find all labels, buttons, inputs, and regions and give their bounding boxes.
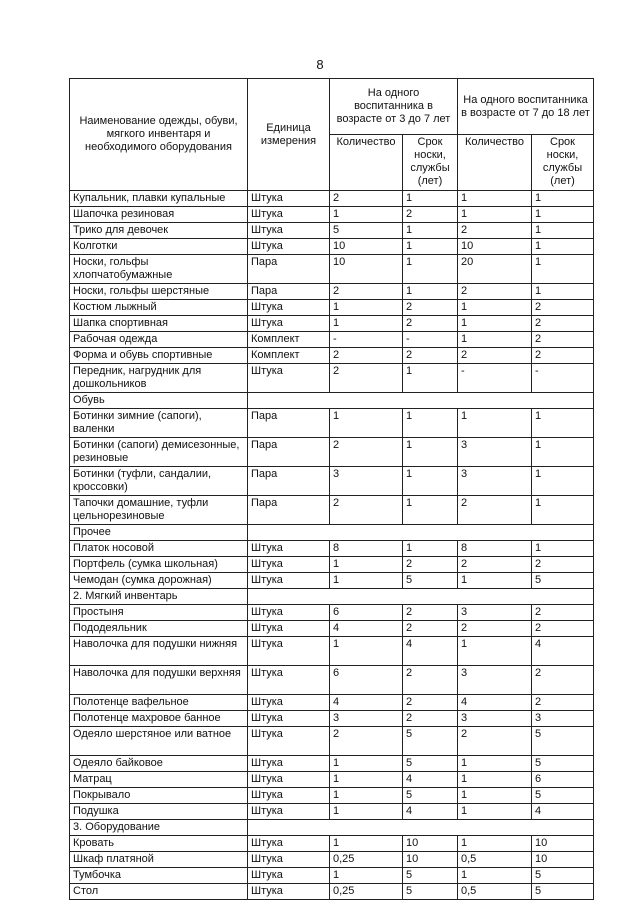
table-row — [70, 868, 594, 884]
item-name-cell: Одеяло шерстяное или ватное — [70, 727, 248, 756]
term-3-7-cell: 5 — [403, 868, 458, 884]
section-empty-cell — [248, 525, 594, 541]
unit-cell: Штука — [248, 621, 330, 637]
quantity-3-7-cell: 1 — [330, 788, 403, 804]
table-row — [70, 605, 594, 621]
quantity-3-7-cell: 1 — [330, 557, 403, 573]
unit-cell: Штука — [248, 605, 330, 621]
header-age-3-7: На одного воспитанника в возрасте от 3 до 7 лет — [330, 79, 458, 135]
quantity-3-7-cell: 1 — [330, 316, 403, 332]
item-name-cell: Костюм лыжный — [70, 300, 248, 316]
item-name-cell: Тумбочка — [70, 868, 248, 884]
section-empty-cell — [248, 589, 594, 605]
term-3-7-cell: 5 — [403, 727, 458, 756]
table-row — [70, 191, 594, 207]
term-7-18-cell: 2 — [532, 605, 594, 621]
term-3-7-cell: 5 — [403, 884, 458, 900]
header-term-1: Срок носки, службы (лет) — [403, 135, 458, 191]
term-7-18-cell: 1 — [532, 223, 594, 239]
quantity-3-7-cell: 3 — [330, 711, 403, 727]
quantity-3-7-cell: 2 — [330, 284, 403, 300]
quantity-7-18-cell: 1 — [458, 788, 532, 804]
quantity-7-18-cell: 1 — [458, 316, 532, 332]
quantity-7-18-cell: 2 — [458, 557, 532, 573]
term-3-7-cell: 1 — [403, 255, 458, 284]
quantity-3-7-cell: 1 — [330, 637, 403, 666]
unit-cell: Штука — [248, 300, 330, 316]
term-3-7-cell: 5 — [403, 756, 458, 772]
unit-cell: Комплект — [248, 332, 330, 348]
item-name-cell: Ботинки (сапоги) демисезонные, резиновые — [70, 438, 248, 467]
section-row — [70, 393, 594, 409]
table-row — [70, 772, 594, 788]
term-3-7-cell: 2 — [403, 207, 458, 223]
item-name-cell: Тапочки домашние, туфли цельнорезиновые — [70, 496, 248, 525]
unit-cell: Штука — [248, 711, 330, 727]
term-3-7-cell: 2 — [403, 348, 458, 364]
item-name-cell: Ботинки (туфли, сандалии, кроссовки) — [70, 467, 248, 496]
term-7-18-cell: 1 — [532, 409, 594, 438]
unit-cell: Пара — [248, 284, 330, 300]
section-title: Обувь — [70, 393, 248, 409]
table-row — [70, 300, 594, 316]
item-name-cell: Платок носовой — [70, 541, 248, 557]
quantity-7-18-cell: 3 — [458, 711, 532, 727]
clothing-norms-table — [69, 78, 594, 900]
quantity-3-7-cell: 1 — [330, 772, 403, 788]
table-row — [70, 332, 594, 348]
quantity-3-7-cell: 4 — [330, 695, 403, 711]
quantity-3-7-cell: 6 — [330, 605, 403, 621]
item-name-cell: Ботинки зимние (сапоги), валенки — [70, 409, 248, 438]
item-name-cell: Рабочая одежда — [70, 332, 248, 348]
term-3-7-cell: 2 — [403, 605, 458, 621]
term-7-18-cell: 1 — [532, 207, 594, 223]
item-name-cell: Шапочка резиновая — [70, 207, 248, 223]
section-title: 2. Мягкий инвентарь — [70, 589, 248, 605]
quantity-7-18-cell: 1 — [458, 191, 532, 207]
item-name-cell: Покрывало — [70, 788, 248, 804]
item-name-cell: Форма и обувь спортивные — [70, 348, 248, 364]
unit-cell: Штука — [248, 557, 330, 573]
table-row — [70, 804, 594, 820]
unit-cell: Штука — [248, 772, 330, 788]
table-body — [70, 191, 594, 900]
unit-cell: Штука — [248, 239, 330, 255]
unit-cell: Штука — [248, 695, 330, 711]
term-7-18-cell: 2 — [532, 316, 594, 332]
quantity-3-7-cell: 1 — [330, 836, 403, 852]
quantity-3-7-cell: 4 — [330, 621, 403, 637]
unit-cell: Штука — [248, 666, 330, 695]
section-title: Прочее — [70, 525, 248, 541]
term-3-7-cell: - — [403, 332, 458, 348]
quantity-3-7-cell: 2 — [330, 496, 403, 525]
item-name-cell: Наволочка для подушки верхняя — [70, 666, 248, 695]
header-quantity-1: Количество — [330, 135, 403, 191]
quantity-7-18-cell: 3 — [458, 438, 532, 467]
quantity-7-18-cell: 4 — [458, 695, 532, 711]
item-name-cell: Носки, гольфы хлопчатобумажные — [70, 255, 248, 284]
quantity-7-18-cell: 1 — [458, 772, 532, 788]
quantity-7-18-cell: 1 — [458, 300, 532, 316]
term-7-18-cell: 1 — [532, 255, 594, 284]
unit-cell: Штука — [248, 223, 330, 239]
item-name-cell: Купальник, плавки купальные — [70, 191, 248, 207]
unit-cell: Штука — [248, 541, 330, 557]
table-row — [70, 223, 594, 239]
term-7-18-cell: 5 — [532, 884, 594, 900]
term-7-18-cell: 4 — [532, 637, 594, 666]
quantity-3-7-cell: 1 — [330, 756, 403, 772]
table-row — [70, 756, 594, 772]
table-row — [70, 316, 594, 332]
quantity-3-7-cell: 1 — [330, 804, 403, 820]
quantity-3-7-cell: 10 — [330, 255, 403, 284]
term-7-18-cell: 5 — [532, 727, 594, 756]
term-3-7-cell: 2 — [403, 695, 458, 711]
term-3-7-cell: 1 — [403, 223, 458, 239]
quantity-7-18-cell: 2 — [458, 284, 532, 300]
quantity-7-18-cell: 1 — [458, 207, 532, 223]
item-name-cell: Носки, гольфы шерстяные — [70, 284, 248, 300]
quantity-7-18-cell: 3 — [458, 666, 532, 695]
quantity-7-18-cell: 8 — [458, 541, 532, 557]
quantity-3-7-cell: 8 — [330, 541, 403, 557]
quantity-3-7-cell: 1 — [330, 868, 403, 884]
term-7-18-cell: 2 — [532, 348, 594, 364]
term-3-7-cell: 1 — [403, 541, 458, 557]
term-3-7-cell: 2 — [403, 316, 458, 332]
quantity-7-18-cell: 2 — [458, 223, 532, 239]
term-3-7-cell: 4 — [403, 772, 458, 788]
term-3-7-cell: 1 — [403, 409, 458, 438]
term-3-7-cell: 10 — [403, 836, 458, 852]
unit-cell: Пара — [248, 409, 330, 438]
unit-cell: Штука — [248, 788, 330, 804]
section-row — [70, 589, 594, 605]
quantity-7-18-cell: 1 — [458, 756, 532, 772]
quantity-3-7-cell: 2 — [330, 191, 403, 207]
item-name-cell: Шапка спортивная — [70, 316, 248, 332]
quantity-7-18-cell: 1 — [458, 573, 532, 589]
header-term-2: Срок носки, службы (лет) — [532, 135, 594, 191]
quantity-7-18-cell: 2 — [458, 348, 532, 364]
item-name-cell: Кровать — [70, 836, 248, 852]
item-name-cell: Трико для девочек — [70, 223, 248, 239]
term-7-18-cell: 2 — [532, 666, 594, 695]
term-3-7-cell: 1 — [403, 284, 458, 300]
term-3-7-cell: 2 — [403, 711, 458, 727]
item-name-cell: Колготки — [70, 239, 248, 255]
item-name-cell: Пододеяльник — [70, 621, 248, 637]
term-7-18-cell: 6 — [532, 772, 594, 788]
unit-cell: Штука — [248, 804, 330, 820]
unit-cell: Штука — [248, 884, 330, 900]
table-row — [70, 207, 594, 223]
table-row — [70, 348, 594, 364]
term-3-7-cell: 4 — [403, 637, 458, 666]
unit-cell: Штука — [248, 727, 330, 756]
quantity-3-7-cell: 6 — [330, 666, 403, 695]
item-name-cell: Наволочка для подушки нижняя — [70, 637, 248, 666]
term-7-18-cell: 1 — [532, 284, 594, 300]
unit-cell: Пара — [248, 467, 330, 496]
table-row — [70, 557, 594, 573]
quantity-7-18-cell: 1 — [458, 868, 532, 884]
term-3-7-cell: 2 — [403, 666, 458, 695]
quantity-7-18-cell: 1 — [458, 804, 532, 820]
quantity-7-18-cell: 1 — [458, 409, 532, 438]
unit-cell: Штука — [248, 852, 330, 868]
quantity-7-18-cell: 20 — [458, 255, 532, 284]
table-row — [70, 621, 594, 637]
item-name-cell: Портфель (сумка школьная) — [70, 557, 248, 573]
table-row — [70, 788, 594, 804]
section-empty-cell — [248, 820, 594, 836]
term-7-18-cell: 1 — [532, 191, 594, 207]
term-7-18-cell: 1 — [532, 467, 594, 496]
term-3-7-cell: 1 — [403, 364, 458, 393]
item-name-cell: Передник, нагрудник для дошкольников — [70, 364, 248, 393]
item-name-cell: Шкаф платяной — [70, 852, 248, 868]
item-name-cell: Полотенце вафельное — [70, 695, 248, 711]
unit-cell: Штука — [248, 207, 330, 223]
quantity-7-18-cell: 0,5 — [458, 852, 532, 868]
unit-cell: Штука — [248, 868, 330, 884]
term-3-7-cell: 1 — [403, 239, 458, 255]
table-row — [70, 409, 594, 438]
term-3-7-cell: 10 — [403, 852, 458, 868]
term-3-7-cell: 4 — [403, 804, 458, 820]
term-3-7-cell: 5 — [403, 788, 458, 804]
term-3-7-cell: 2 — [403, 621, 458, 637]
term-7-18-cell: 1 — [532, 541, 594, 557]
term-7-18-cell: - — [532, 364, 594, 393]
item-name-cell: Полотенце махровое банное — [70, 711, 248, 727]
quantity-3-7-cell: 2 — [330, 348, 403, 364]
quantity-3-7-cell: 10 — [330, 239, 403, 255]
term-3-7-cell: 2 — [403, 557, 458, 573]
quantity-7-18-cell: - — [458, 364, 532, 393]
table-row — [70, 239, 594, 255]
unit-cell: Штука — [248, 573, 330, 589]
quantity-7-18-cell: 3 — [458, 467, 532, 496]
quantity-3-7-cell: 0,25 — [330, 852, 403, 868]
item-name-cell: Чемодан (сумка дорожная) — [70, 573, 248, 589]
quantity-7-18-cell: 1 — [458, 332, 532, 348]
section-title: 3. Оборудование — [70, 820, 248, 836]
unit-cell: Штука — [248, 364, 330, 393]
quantity-7-18-cell: 2 — [458, 621, 532, 637]
unit-cell: Штука — [248, 637, 330, 666]
header-age-7-18: На одного воспитанника в возрасте от 7 до 18 лет — [458, 79, 594, 135]
unit-cell: Штука — [248, 756, 330, 772]
term-3-7-cell: 5 — [403, 573, 458, 589]
term-3-7-cell: 1 — [403, 496, 458, 525]
term-7-18-cell: 1 — [532, 239, 594, 255]
term-7-18-cell: 3 — [532, 711, 594, 727]
table-row — [70, 727, 594, 756]
quantity-7-18-cell: 1 — [458, 637, 532, 666]
table-row — [70, 573, 594, 589]
section-row — [70, 525, 594, 541]
header-unit: Единица измерения — [248, 79, 330, 191]
term-7-18-cell: 1 — [532, 438, 594, 467]
table-row — [70, 438, 594, 467]
quantity-3-7-cell: - — [330, 332, 403, 348]
term-7-18-cell: 5 — [532, 756, 594, 772]
quantity-7-18-cell: 2 — [458, 496, 532, 525]
term-3-7-cell: 1 — [403, 467, 458, 496]
quantity-3-7-cell: 2 — [330, 438, 403, 467]
table-row — [70, 852, 594, 868]
table-row — [70, 637, 594, 666]
quantity-3-7-cell: 1 — [330, 300, 403, 316]
unit-cell: Штука — [248, 191, 330, 207]
table-row — [70, 255, 594, 284]
quantity-7-18-cell: 2 — [458, 727, 532, 756]
quantity-3-7-cell: 1 — [330, 207, 403, 223]
term-7-18-cell: 2 — [532, 300, 594, 316]
unit-cell: Штука — [248, 836, 330, 852]
table-row — [70, 711, 594, 727]
unit-cell: Пара — [248, 255, 330, 284]
page-number: 8 — [316, 57, 324, 72]
quantity-3-7-cell: 5 — [330, 223, 403, 239]
term-7-18-cell: 2 — [532, 557, 594, 573]
quantity-7-18-cell: 10 — [458, 239, 532, 255]
term-7-18-cell: 2 — [532, 621, 594, 637]
table-row — [70, 541, 594, 557]
term-7-18-cell: 2 — [532, 695, 594, 711]
unit-cell: Пара — [248, 438, 330, 467]
quantity-7-18-cell: 1 — [458, 836, 532, 852]
table-row — [70, 364, 594, 393]
term-3-7-cell: 2 — [403, 300, 458, 316]
term-7-18-cell: 5 — [532, 788, 594, 804]
term-7-18-cell: 2 — [532, 332, 594, 348]
term-7-18-cell: 5 — [532, 868, 594, 884]
unit-cell: Пара — [248, 496, 330, 525]
table-row — [70, 695, 594, 711]
table-row — [70, 496, 594, 525]
section-row — [70, 820, 594, 836]
table-row — [70, 467, 594, 496]
term-3-7-cell: 1 — [403, 438, 458, 467]
table-row — [70, 836, 594, 852]
item-name-cell: Простыня — [70, 605, 248, 621]
quantity-3-7-cell: 0,25 — [330, 884, 403, 900]
table-row — [70, 884, 594, 900]
term-3-7-cell: 1 — [403, 191, 458, 207]
item-name-cell: Стол — [70, 884, 248, 900]
unit-cell: Комплект — [248, 348, 330, 364]
quantity-3-7-cell: 1 — [330, 573, 403, 589]
quantity-7-18-cell: 0,5 — [458, 884, 532, 900]
quantity-3-7-cell: 1 — [330, 409, 403, 438]
quantity-7-18-cell: 3 — [458, 605, 532, 621]
header-item-name: Наименование одежды, обуви, мягкого инвентаря и необходимого оборудования — [70, 79, 248, 191]
term-7-18-cell: 4 — [532, 804, 594, 820]
item-name-cell: Подушка — [70, 804, 248, 820]
term-7-18-cell: 10 — [532, 836, 594, 852]
item-name-cell: Матрац — [70, 772, 248, 788]
quantity-3-7-cell: 2 — [330, 727, 403, 756]
term-7-18-cell: 10 — [532, 852, 594, 868]
table-row — [70, 666, 594, 695]
section-empty-cell — [248, 393, 594, 409]
unit-cell: Штука — [248, 316, 330, 332]
quantity-3-7-cell: 2 — [330, 364, 403, 393]
table-row — [70, 284, 594, 300]
header-quantity-2: Количество — [458, 135, 532, 191]
term-7-18-cell: 1 — [532, 496, 594, 525]
term-7-18-cell: 5 — [532, 573, 594, 589]
item-name-cell: Одеяло байковое — [70, 756, 248, 772]
quantity-3-7-cell: 3 — [330, 467, 403, 496]
